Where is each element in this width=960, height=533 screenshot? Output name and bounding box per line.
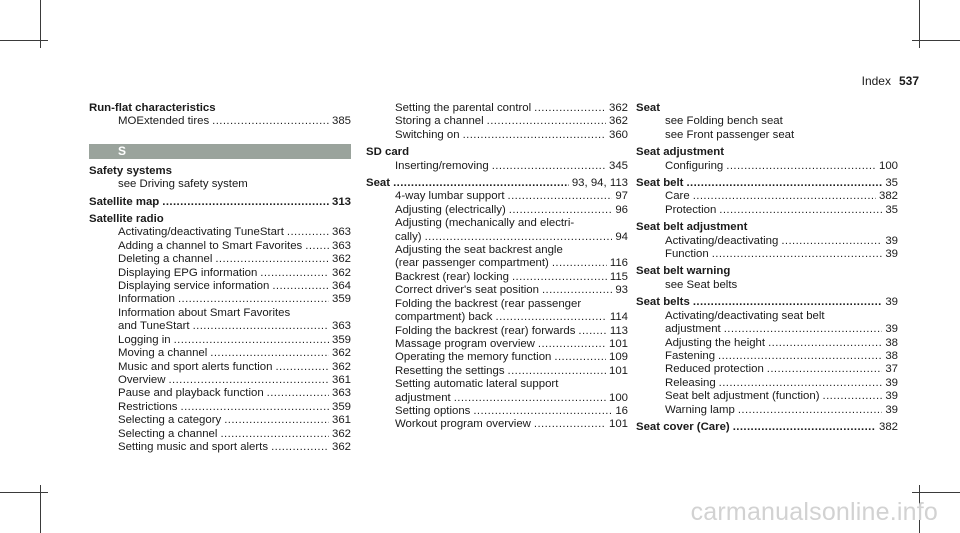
page-ref: 363 <box>331 226 351 239</box>
page-ref: 382 <box>878 190 898 203</box>
entry-text: Massage program overview <box>395 337 535 350</box>
index-subentry <box>366 204 628 217</box>
entry-text: Information about Smart Favorites <box>118 306 291 319</box>
dot-leader <box>305 240 329 253</box>
entry-text: Pause and playback function <box>118 387 264 400</box>
page-ref: 363 <box>331 387 351 400</box>
index-subentry <box>366 190 628 203</box>
index-subentry <box>366 129 628 142</box>
dot-leader <box>512 271 607 284</box>
page-ref: 363 <box>331 320 351 333</box>
index-subentry <box>366 418 628 431</box>
dot-leader <box>210 347 329 360</box>
entry-text: Correct driver's seat position <box>395 284 539 297</box>
page-ref: 362 <box>331 266 351 279</box>
dot-leader <box>496 311 607 324</box>
entry-text: adjustment <box>395 391 451 404</box>
entry-text: Selecting a channel <box>118 427 218 440</box>
entry-text: cally) <box>395 230 422 243</box>
index-entry <box>636 296 898 309</box>
dot-leader <box>181 401 329 414</box>
page-ref: 382 <box>878 420 898 433</box>
entry-text: Activating/deactivating TuneStart <box>118 226 284 239</box>
dot-leader <box>473 405 612 418</box>
entry-text: see Folding bench seat <box>665 115 783 128</box>
crop-mark <box>912 40 960 41</box>
page-header <box>862 74 919 88</box>
entry-text: Satellite radio <box>89 213 164 226</box>
index-subentry <box>89 253 351 266</box>
index-entry <box>636 421 898 434</box>
page-ref: 114 <box>609 311 628 324</box>
entry-text: and TuneStart <box>118 320 190 333</box>
dot-leader <box>781 235 882 248</box>
dot-leader <box>542 284 612 297</box>
entry-text: Setting the parental control <box>395 102 532 114</box>
dot-leader <box>212 115 329 128</box>
page-ref: 94 <box>615 230 628 243</box>
dot-leader <box>220 428 329 441</box>
entry-text: Workout program overview <box>395 418 531 431</box>
page-ref: 39 <box>885 323 898 336</box>
index-subentry <box>366 115 628 128</box>
index-entry <box>366 177 628 190</box>
entry-text: Adjusting (electrically) <box>395 203 506 216</box>
dot-leader <box>823 390 883 403</box>
page-ref: 363 <box>331 239 351 252</box>
dot-leader <box>686 177 882 190</box>
entry-text: Seat belts <box>636 296 690 309</box>
dot-leader <box>287 226 329 239</box>
index-see-reference <box>636 279 898 292</box>
page-ref: 313 <box>331 195 351 208</box>
index-subentry <box>89 226 351 239</box>
entry-text: Switching on <box>395 128 460 141</box>
dot-leader <box>271 441 329 454</box>
entry-text: Information <box>118 293 175 306</box>
page-ref: 39 <box>885 376 898 389</box>
entry-text: Setting music and sport alerts <box>118 440 269 453</box>
index-subentry <box>636 160 898 173</box>
index-entry <box>636 102 898 115</box>
index-subentry <box>636 337 898 350</box>
index-subentry <box>89 320 351 333</box>
index-subentry <box>89 441 351 454</box>
page-ref: 115 <box>609 270 628 283</box>
dot-leader <box>509 204 613 217</box>
dot-leader <box>534 102 606 115</box>
entry-text: see Driving safety system <box>118 178 248 191</box>
dot-leader <box>719 204 882 217</box>
page-ref: 362 <box>331 427 351 440</box>
index-subentry <box>636 310 898 323</box>
entry-text: Function <box>665 248 709 261</box>
dot-leader <box>492 160 606 173</box>
entry-text: Restrictions <box>118 400 178 413</box>
index-subentry <box>366 338 628 351</box>
index-column-3 <box>636 102 898 434</box>
dot-leader <box>454 392 606 405</box>
dot-leader <box>538 338 606 351</box>
index-subentry <box>89 347 351 360</box>
dot-leader <box>393 177 569 190</box>
page-ref: 38 <box>885 336 898 349</box>
index-subentry <box>366 298 628 311</box>
page-ref: 35 <box>885 203 898 216</box>
index-subentry <box>366 311 628 324</box>
index-see-reference <box>636 115 898 128</box>
index-subentry <box>366 405 628 418</box>
page-ref: 39 <box>885 390 898 403</box>
index-subentry <box>89 115 351 128</box>
index-subentry <box>89 414 351 427</box>
index-entry <box>636 221 898 234</box>
entry-text: (rear passenger compartment) <box>395 257 549 270</box>
index-subentry <box>89 428 351 441</box>
page-ref: 362 <box>331 360 351 373</box>
entry-text: Seat <box>636 102 661 114</box>
page-ref: 38 <box>885 349 898 362</box>
dot-leader <box>726 160 876 173</box>
entry-text: Displaying EPG information <box>118 266 258 279</box>
entry-text: Seat belt warning <box>636 265 731 278</box>
index-subentry <box>366 244 628 257</box>
entry-text: Folding the backrest (rear) forwards <box>395 324 576 337</box>
entry-text: Backrest (rear) locking <box>395 270 509 283</box>
dot-leader <box>508 190 613 203</box>
dot-leader <box>178 293 329 306</box>
dot-leader <box>267 387 329 400</box>
entry-text: Adjusting the height <box>665 336 766 349</box>
dot-leader <box>768 337 882 350</box>
page-ref: 97 <box>615 190 628 203</box>
page-ref: 100 <box>608 391 628 404</box>
page-ref: 364 <box>331 280 351 293</box>
entry-text: Run-flat characteristics <box>89 102 216 114</box>
index-subentry <box>89 387 351 400</box>
index-subentry <box>89 267 351 280</box>
page-ref: 359 <box>331 400 351 413</box>
entry-text: MOExtended tires <box>118 115 210 128</box>
crop-mark <box>0 40 48 41</box>
index-entry <box>366 146 628 159</box>
entry-text: Inserting/removing <box>395 159 489 172</box>
index-subentry <box>89 401 351 414</box>
entry-text: Seat adjustment <box>636 146 724 159</box>
page-ref: 100 <box>878 159 898 172</box>
dot-leader <box>578 325 606 338</box>
index-subentry <box>636 235 898 248</box>
dot-leader <box>487 115 606 128</box>
entry-text: 4-way lumbar support <box>395 190 505 203</box>
dot-leader <box>215 253 329 266</box>
crop-mark <box>912 492 960 493</box>
page-ref: 101 <box>608 364 628 377</box>
index-subentry <box>89 374 351 387</box>
index-subentry <box>636 404 898 417</box>
crop-mark <box>0 492 48 493</box>
index-subentry <box>636 323 898 336</box>
page-ref: 39 <box>885 234 898 247</box>
index-subentry <box>636 390 898 403</box>
index-subentry <box>89 334 351 347</box>
index-entry <box>89 102 351 115</box>
index-subentry <box>89 361 351 374</box>
page-ref: 116 <box>609 257 628 270</box>
page-ref: 359 <box>331 293 351 306</box>
page-ref: 361 <box>331 414 351 427</box>
index-subentry <box>366 365 628 378</box>
dot-leader <box>534 418 606 431</box>
page-number: 537 <box>898 74 919 88</box>
dot-leader <box>718 350 882 363</box>
index-entry <box>89 165 351 178</box>
entry-text: see Front passenger seat <box>665 128 795 141</box>
entry-text: Overview <box>118 373 166 386</box>
page-ref: 361 <box>331 373 351 386</box>
entry-text: see Seat belts <box>665 278 738 291</box>
page-ref: 385 <box>331 115 351 128</box>
page-ref: 362 <box>331 440 351 453</box>
index-entry <box>636 177 898 190</box>
dot-leader <box>260 267 329 280</box>
entry-text: Storing a channel <box>395 115 484 128</box>
page-ref: 362 <box>608 102 628 114</box>
index-column-2 <box>366 102 628 432</box>
index-subentry <box>366 284 628 297</box>
entry-text: Seat belt adjustment <box>636 221 748 234</box>
page-ref: 362 <box>331 347 351 360</box>
entry-text: Logging in <box>118 333 171 346</box>
dot-leader <box>193 320 329 333</box>
dot-leader <box>693 190 876 203</box>
entry-text: Selecting a category <box>118 414 222 427</box>
index-subentry <box>89 293 351 306</box>
entry-text: Activating/deactivating <box>665 234 779 247</box>
index-subentry <box>366 378 628 391</box>
watermark: carmanualsonline.info <box>690 498 938 526</box>
entry-text: Setting automatic lateral support <box>395 378 559 391</box>
dot-leader <box>174 334 329 347</box>
dot-leader <box>224 414 329 427</box>
entry-text: Care <box>665 190 690 203</box>
dot-leader <box>767 363 883 376</box>
entry-text: Adjusting (mechanically and electri- <box>395 217 575 230</box>
dot-leader <box>552 257 607 270</box>
page-ref: 345 <box>608 159 628 172</box>
page-ref: 96 <box>615 203 628 216</box>
entry-text: Releasing <box>665 376 716 389</box>
dot-leader <box>733 421 876 434</box>
index-subentry <box>366 392 628 405</box>
index-subentry <box>636 350 898 363</box>
page-ref: 113 <box>609 324 628 337</box>
dot-leader <box>162 196 329 209</box>
entry-text: Seat belt <box>636 177 684 190</box>
dot-leader <box>168 374 329 387</box>
entry-text: Seat <box>366 177 391 190</box>
dot-leader <box>719 377 883 390</box>
page-ref: 362 <box>331 253 351 266</box>
page-ref: 359 <box>331 333 351 346</box>
index-subentry <box>89 240 351 253</box>
page-ref: 39 <box>885 403 898 416</box>
entry-text: Resetting the settings <box>395 364 505 377</box>
index-subentry <box>366 217 628 230</box>
dot-leader <box>425 231 613 244</box>
dot-leader <box>508 365 606 378</box>
page-ref: 39 <box>885 296 898 309</box>
page-ref: 101 <box>608 418 628 431</box>
index-subentry <box>636 377 898 390</box>
index-subentry <box>366 257 628 270</box>
index-subentry <box>366 102 628 115</box>
entry-text: Setting options <box>395 404 471 417</box>
dot-leader <box>693 296 883 309</box>
entry-text: Adding a channel to Smart Favorites <box>118 239 303 252</box>
index-see-reference <box>89 178 351 191</box>
index-subentry <box>89 307 351 320</box>
entry-text: Music and sport alerts function <box>118 360 273 373</box>
entry-text: Fastening <box>665 349 716 362</box>
entry-text: Displaying service information <box>118 280 270 293</box>
index-entry <box>636 146 898 159</box>
entry-text: Protection <box>665 203 717 216</box>
dot-leader <box>724 323 883 336</box>
index-subentry <box>366 325 628 338</box>
index-subentry <box>636 190 898 203</box>
entry-text: Reduced protection <box>665 363 764 376</box>
header-label: Index <box>861 74 891 88</box>
dot-leader <box>738 404 882 417</box>
page-ref: 360 <box>608 128 628 141</box>
entry-text: Seat belt adjustment (function) <box>665 390 820 403</box>
entry-text: SD card <box>366 146 410 159</box>
dot-leader <box>463 129 606 142</box>
page-ref: 362 <box>608 115 628 128</box>
index-subentry <box>636 248 898 261</box>
entry-text: Moving a channel <box>118 347 208 360</box>
page-ref: 39 <box>885 248 898 261</box>
index-see-reference <box>636 129 898 142</box>
page-ref: 37 <box>885 363 898 376</box>
page-ref: 16 <box>615 404 628 417</box>
index-subentry <box>636 204 898 217</box>
entry-text: compartment) back <box>395 311 493 324</box>
entry-text: Deleting a channel <box>118 253 213 266</box>
entry-text: Seat cover (Care) <box>636 420 730 433</box>
dot-leader <box>712 248 883 261</box>
entry-text: Operating the memory function <box>395 351 552 364</box>
page-ref: 35 <box>885 177 898 190</box>
page-ref: 93 <box>615 284 628 297</box>
dot-leader <box>275 361 329 374</box>
entry-text: Activating/deactivating seat belt <box>665 309 825 322</box>
entry-text: adjustment <box>665 323 721 336</box>
page-ref: 101 <box>608 337 628 350</box>
dot-leader <box>554 351 606 364</box>
index-subentry <box>366 271 628 284</box>
index-entry <box>89 196 351 209</box>
page-ref: 93, 94, 113 <box>571 177 628 190</box>
entry-text: Adjusting the seat backrest angle <box>395 244 563 257</box>
page-ref: 109 <box>608 351 628 364</box>
index-subentry <box>366 160 628 173</box>
entry-text: Safety systems <box>89 164 172 177</box>
entry-text: Satellite map <box>89 195 160 208</box>
dot-leader <box>272 280 329 293</box>
entry-text: Warning lamp <box>665 403 735 416</box>
section-letter: S <box>89 144 351 159</box>
index-entry <box>89 213 351 226</box>
index-subentry <box>366 231 628 244</box>
index-subentry <box>366 351 628 364</box>
entry-text: Folding the backrest (rear passenger <box>395 297 582 310</box>
index-subentry <box>89 280 351 293</box>
index-column-1 <box>89 102 351 454</box>
index-entry <box>636 265 898 278</box>
index-subentry <box>636 363 898 376</box>
entry-text: Configuring <box>665 159 724 172</box>
